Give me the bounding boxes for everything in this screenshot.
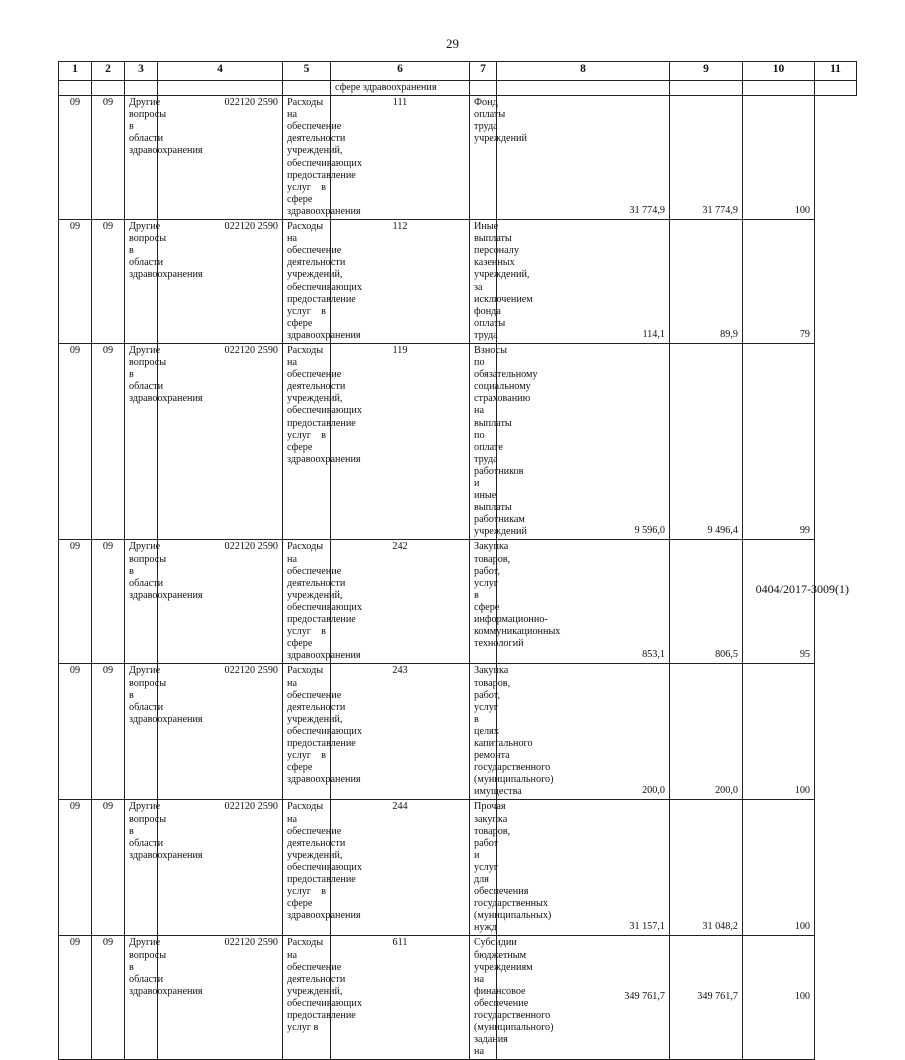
execution-percent: 79 — [743, 220, 815, 344]
section-code: 09 — [59, 96, 92, 220]
target-article: 022120 2590 — [158, 664, 283, 800]
target-article: 022120 2590 — [158, 936, 283, 1060]
table-row — [59, 96, 857, 220]
actual-amount: 89,9 — [670, 220, 743, 344]
column-header: 8 — [497, 62, 670, 81]
actual-amount: 31 774,9 — [670, 96, 743, 220]
column-header: 4 — [158, 62, 283, 81]
section-name: Другие вопросы в области здравоохранения — [125, 664, 158, 800]
section-code: 09 — [59, 936, 92, 1060]
section-code: 09 — [59, 220, 92, 344]
article-name: Расходы на обеспечение деятельности учреждений, обеспечивающих предоставление услуг в сфере здравоохранения — [283, 96, 331, 220]
subsection-code: 09 — [92, 343, 125, 540]
subsection-code: 09 — [92, 220, 125, 344]
planned-amount: 114,1 — [497, 220, 670, 344]
section-code: 09 — [59, 540, 92, 664]
expense-type-name: Взносы по обязательному социальному страхованию на выплаты по оплате труда работников и иные выплаты работникам учреждений — [470, 343, 497, 540]
target-article: 022120 2590 — [158, 220, 283, 344]
actual-amount: 806,5 — [670, 540, 743, 664]
execution-percent: 99 — [743, 343, 815, 540]
column-header: 1 — [59, 62, 92, 81]
page-number: 29 — [446, 36, 459, 51]
table-row — [59, 936, 857, 1060]
expense-type-name: Иные выплаты персоналу казенных учреждений, за исключением фонда оплаты труда — [470, 220, 497, 344]
actual-amount: 31 048,2 — [670, 800, 743, 936]
table-row — [59, 220, 857, 344]
execution-percent: 95 — [743, 540, 815, 664]
column-header: 9 — [670, 62, 743, 81]
section-code: 09 — [59, 664, 92, 800]
actual-amount: 200,0 — [670, 664, 743, 800]
article-name: Расходы на обеспечение деятельности учреждений, обеспечивающих предоставление услуг в сфере здравоохранения — [283, 220, 331, 344]
planned-amount: 853,1 — [497, 540, 670, 664]
column-header: 3 — [125, 62, 158, 81]
subsection-code: 09 — [92, 936, 125, 1060]
section-code: 09 — [59, 800, 92, 936]
execution-percent: 100 — [743, 664, 815, 800]
section-name: Другие вопросы в области здравоохранения — [125, 936, 158, 1060]
expense-type-code: 611 — [331, 936, 470, 1060]
planned-amount: 31 774,9 — [497, 96, 670, 220]
execution-percent: 100 — [743, 96, 815, 220]
article-name: Расходы на обеспечение деятельности учреждений, обеспечивающих предоставление услуг в сфере здравоохранения — [283, 664, 331, 800]
article-name: Расходы на обеспечение деятельности учреждений, обеспечивающих предоставление услуг в сфере здравоохранения — [283, 343, 331, 540]
subsection-code: 09 — [92, 96, 125, 220]
actual-amount: 9 496,4 — [670, 343, 743, 540]
section-name: Другие вопросы в области здравоохранения — [125, 96, 158, 220]
document-code: 0404/2017-3009(1) — [755, 582, 849, 596]
execution-percent: 100 — [743, 800, 815, 936]
table-row — [59, 664, 857, 800]
expense-type-name: Закупка товаров, работ, услуг в целях капитального ремонта государственного (муниципального) имущества — [470, 664, 497, 800]
planned-amount: 349 761,7 — [497, 936, 670, 1060]
article-name: Расходы на обеспечение деятельности учреждений, обеспечивающих предоставление услуг в сфере здравоохранения — [283, 800, 331, 936]
expense-type-code: 111 — [331, 96, 470, 220]
subsection-code: 09 — [92, 800, 125, 936]
continuation-row — [59, 81, 857, 96]
target-article: 022120 2590 — [158, 96, 283, 220]
expense-type-code: 119 — [331, 343, 470, 540]
planned-amount: 31 157,1 — [497, 800, 670, 936]
target-article: 022120 2590 — [158, 343, 283, 540]
column-header: 6 — [331, 62, 470, 81]
target-article: 022120 2590 — [158, 800, 283, 936]
article-name: Расходы на обеспечение деятельности учреждений, обеспечивающих предоставление услуг в — [283, 936, 331, 1060]
column-header: 10 — [743, 62, 815, 81]
expense-type-name: Фонд оплаты труда учреждений — [470, 96, 497, 220]
expense-type-code: 242 — [331, 540, 470, 664]
article-name: Расходы на обеспечение деятельности учреждений, обеспечивающих предоставление услуг в сфере здравоохранения — [283, 540, 331, 664]
expense-type-code: 112 — [331, 220, 470, 344]
subsection-code: 09 — [92, 540, 125, 664]
table-row — [59, 800, 857, 936]
section-name: Другие вопросы в области здравоохранения — [125, 343, 158, 540]
continuation-text: сфере здравоохранения — [331, 81, 470, 96]
section-code: 09 — [59, 343, 92, 540]
column-header: 11 — [815, 62, 857, 81]
column-header: 5 — [283, 62, 331, 81]
execution-percent: 100 — [743, 936, 815, 1060]
budget-table — [58, 61, 857, 1060]
planned-amount: 200,0 — [497, 664, 670, 800]
column-header: 7 — [470, 62, 497, 81]
expense-type-name: Субсидии бюджетным учреждениям на финансовое обеспечение государственного (муниципального) задания на — [470, 936, 497, 1060]
subsection-code: 09 — [92, 664, 125, 800]
table-row — [59, 343, 857, 540]
header-row — [59, 62, 857, 81]
table-row — [59, 540, 857, 664]
section-name: Другие вопросы в области здравоохранения — [125, 220, 158, 344]
expense-type-name: Закупка товаров, работ, услуг в сфере информационно-коммуникационных технологий — [470, 540, 497, 664]
column-header: 2 — [92, 62, 125, 81]
section-name: Другие вопросы в области здравоохранения — [125, 800, 158, 936]
planned-amount: 9 596,0 — [497, 343, 670, 540]
expense-type-code: 244 — [331, 800, 470, 936]
section-name: Другие вопросы в области здравоохранения — [125, 540, 158, 664]
target-article: 022120 2590 — [158, 540, 283, 664]
expense-type-code: 243 — [331, 664, 470, 800]
expense-type-name: Прочая закупка товаров, работ и услуг для обеспечения государственных (муниципальных) нужд — [470, 800, 497, 936]
actual-amount: 349 761,7 — [670, 936, 743, 1060]
